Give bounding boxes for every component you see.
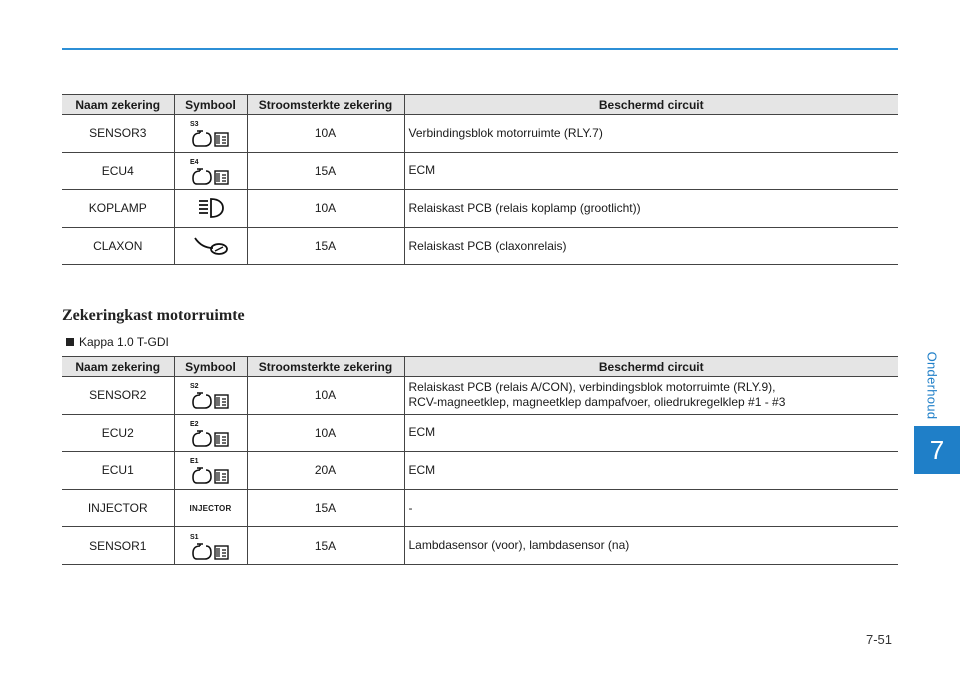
fuse-circuit: Relaiskast PCB (relais koplamp (grootlicht)) <box>404 190 898 228</box>
subheading-text: Kappa 1.0 T-GDI <box>79 335 169 349</box>
fuse-table-engine-room <box>62 356 898 565</box>
svg-text:E1: E1 <box>189 458 199 466</box>
table-header-row <box>62 95 898 115</box>
fuse-name: SENSOR3 <box>62 115 174 153</box>
table-row <box>62 452 898 490</box>
section-side-label <box>916 345 948 425</box>
fuse-symbol <box>174 452 247 490</box>
header-symbol: Symbool <box>174 95 247 115</box>
engine-icon <box>188 118 234 148</box>
symbol-text: INJECTOR <box>189 503 232 513</box>
fuse-circuit: ECM <box>404 452 898 490</box>
fuse-amperage: 15A <box>247 152 404 190</box>
fuse-symbol <box>174 414 247 452</box>
horn-icon <box>191 234 231 258</box>
fuse-symbol <box>174 190 247 228</box>
page-number: 7-51 <box>866 632 893 647</box>
fuse-name: SENSOR1 <box>62 527 174 565</box>
table-header-row <box>62 357 898 377</box>
svg-text:S1: S1 <box>189 533 199 541</box>
section-heading: Zekeringkast motorruimte <box>62 307 245 324</box>
engine-icon <box>188 455 234 485</box>
table-row <box>62 227 898 265</box>
fuse-symbol <box>174 227 247 265</box>
table-row <box>62 527 898 565</box>
fuse-name: ECU1 <box>62 452 174 490</box>
fuse-circuit: ECM <box>404 414 898 452</box>
fuse-circuit: ECM <box>404 152 898 190</box>
fuse-amperage: 10A <box>247 377 404 415</box>
fuse-circuit: Relaiskast PCB (claxonrelais) <box>404 227 898 265</box>
fuse-symbol <box>174 152 247 190</box>
fuse-symbol <box>174 527 247 565</box>
header-symbol: Symbool <box>174 357 247 377</box>
table-row <box>62 489 898 527</box>
headlamp-icon <box>196 196 226 220</box>
fuse-amperage: 10A <box>247 414 404 452</box>
svg-text:E2: E2 <box>189 420 199 428</box>
engine-icon <box>188 531 234 561</box>
fuse-amperage: 15A <box>247 227 404 265</box>
fuse-symbol <box>174 489 247 527</box>
header-circuit: Beschermd circuit <box>404 357 898 377</box>
fuse-name: ECU2 <box>62 414 174 452</box>
engine-icon <box>188 418 234 448</box>
fuse-symbol <box>174 115 247 153</box>
engine-subheading <box>66 335 169 349</box>
header-circuit: Beschermd circuit <box>404 95 898 115</box>
square-bullet-icon <box>66 338 74 346</box>
fuse-name: CLAXON <box>62 227 174 265</box>
table-row <box>62 377 898 415</box>
table-row <box>62 190 898 228</box>
fuse-amperage: 15A <box>247 489 404 527</box>
table-row <box>62 115 898 153</box>
table-row <box>62 414 898 452</box>
fuse-amperage: 15A <box>247 527 404 565</box>
engine-icon <box>188 380 234 410</box>
table-row <box>62 152 898 190</box>
fuse-name: KOPLAMP <box>62 190 174 228</box>
fuse-circuit: - <box>404 489 898 527</box>
fuse-amperage: 20A <box>247 452 404 490</box>
side-label-text: Onderhoud <box>924 351 940 419</box>
fuse-symbol <box>174 377 247 415</box>
chapter-tab: 7 <box>914 426 960 474</box>
header-amperage: Stroomsterkte zekering <box>247 95 404 115</box>
fuse-circuit: Verbindingsblok motorruimte (RLY.7) <box>404 115 898 153</box>
engine-icon <box>188 156 234 186</box>
svg-text:E4: E4 <box>189 158 199 166</box>
top-rule <box>62 48 898 50</box>
fuse-circuit: Lambdasensor (voor), lambdasensor (na) <box>404 527 898 565</box>
fuse-amperage: 10A <box>247 190 404 228</box>
svg-text:S2: S2 <box>189 383 199 391</box>
fuse-amperage: 10A <box>247 115 404 153</box>
fuse-name: SENSOR2 <box>62 377 174 415</box>
fuse-name: ECU4 <box>62 152 174 190</box>
fuse-circuit: Relaiskast PCB (relais A/CON), verbindingsblok motorruimte (RLY.9), RCV-magneetklep, magneetklep dampafvoer, oliedrukregelklep #1 - #3 <box>404 377 898 415</box>
svg-text:S3: S3 <box>189 121 199 129</box>
fuse-table-upper <box>62 94 898 265</box>
header-fuse-name: Naam zekering <box>62 357 174 377</box>
header-fuse-name: Naam zekering <box>62 95 174 115</box>
header-amperage: Stroomsterkte zekering <box>247 357 404 377</box>
fuse-name: INJECTOR <box>62 489 174 527</box>
